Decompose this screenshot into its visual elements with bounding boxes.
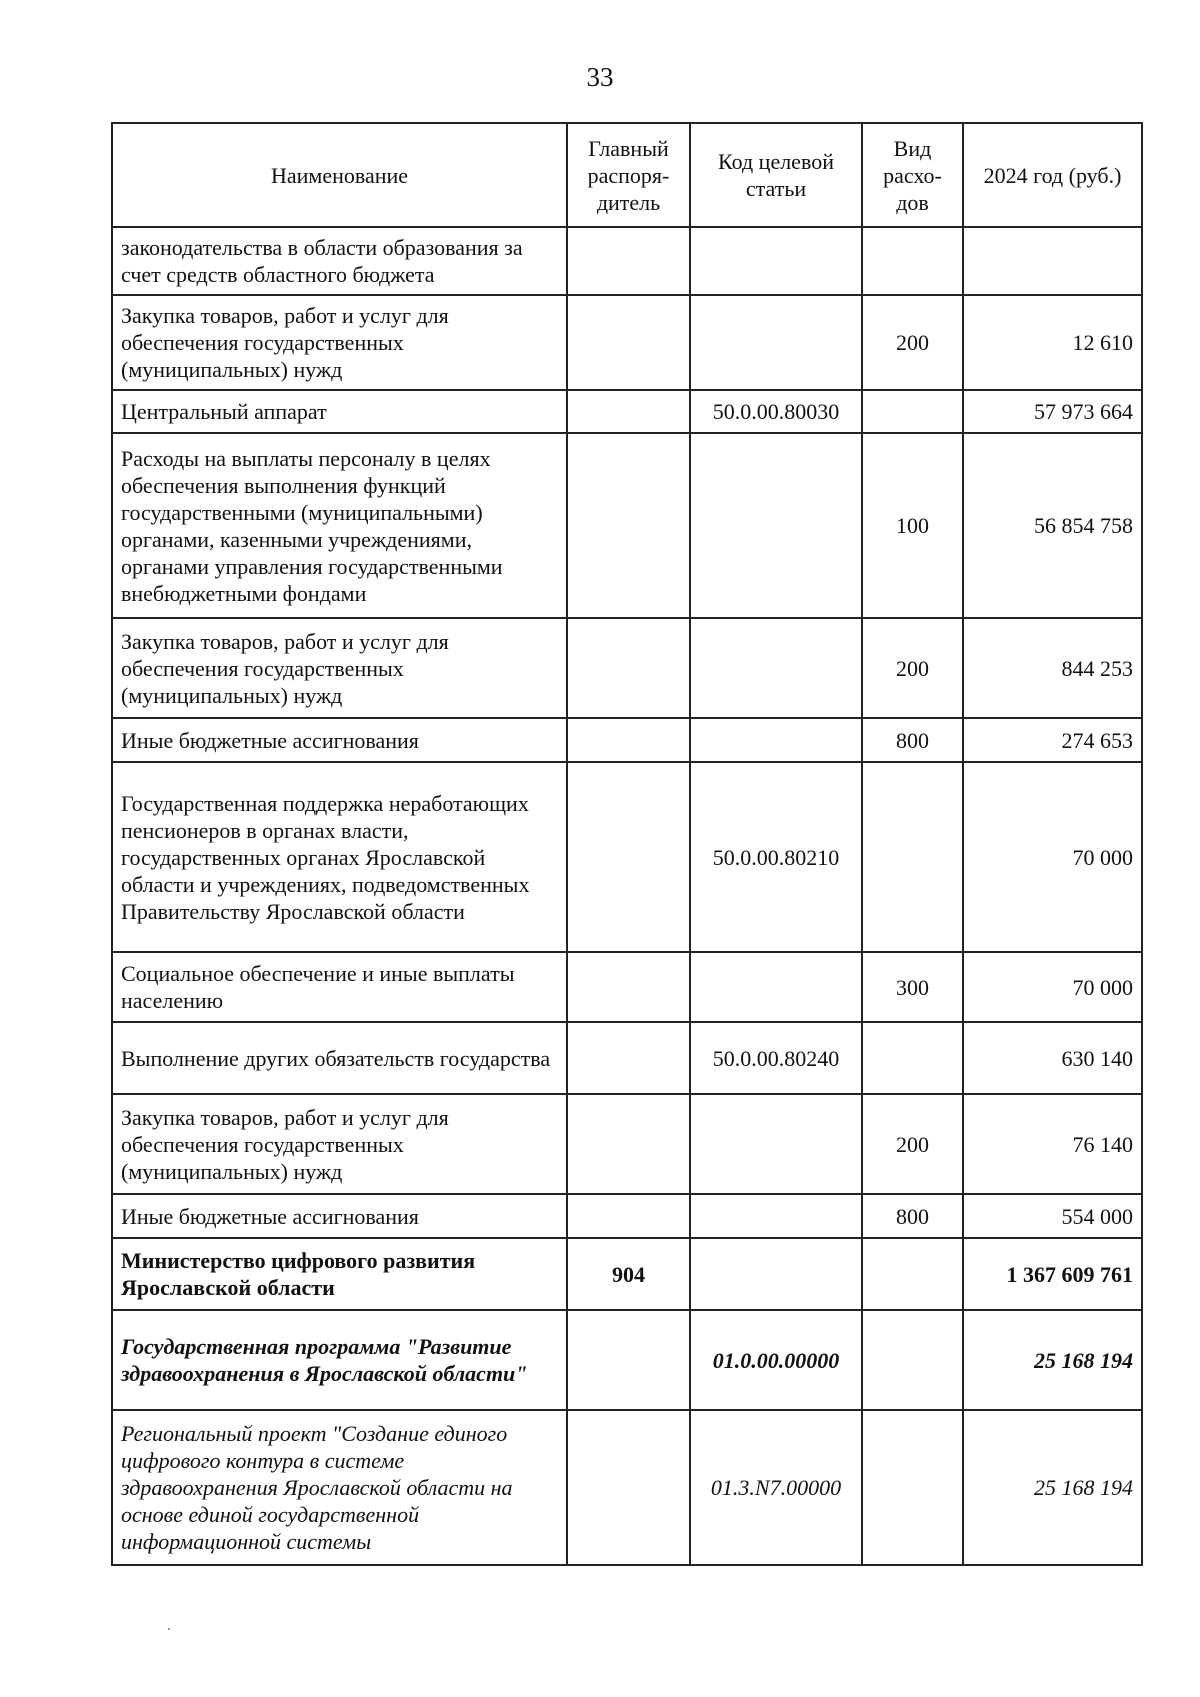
header-name: Наименование [112,123,567,227]
table-row [112,1194,1142,1238]
row-amount: 1 367 609 761 [963,1238,1142,1310]
row-amount: 274 653 [963,718,1142,762]
table-row [112,952,1142,1022]
row-main-manager [567,762,690,952]
row-name: Закупка товаров, работ и услуг для обеспечения государственных (муниципальных) нужд [112,295,567,390]
row-name: законодательства в области образования за счет средств областного бюджета [112,227,567,295]
row-amount: 57 973 664 [963,390,1142,433]
row-expense-type [862,390,963,433]
row-name: Иные бюджетные ассигнования [112,718,567,762]
row-main-manager [567,1022,690,1094]
table-row [112,718,1142,762]
row-main-manager [567,618,690,718]
row-main-manager [567,1094,690,1194]
row-expense-type: 300 [862,952,963,1022]
row-target-code [690,718,862,762]
row-main-manager [567,1410,690,1565]
row-target-code [690,295,862,390]
row-main-manager [567,390,690,433]
row-expense-type: 200 [862,295,963,390]
header-expense-type: Вид расхо-дов [862,123,963,227]
row-target-code [690,1238,862,1310]
row-amount: 630 140 [963,1022,1142,1094]
row-expense-type [862,1022,963,1094]
row-expense-type: 200 [862,618,963,718]
row-target-code: 50.0.00.80210 [690,762,862,952]
table-row [112,390,1142,433]
row-target-code: 50.0.00.80240 [690,1022,862,1094]
row-target-code: 01.3.N7.00000 [690,1410,862,1565]
row-main-manager [567,952,690,1022]
table-row [112,1022,1142,1094]
row-expense-type [862,1238,963,1310]
row-target-code [690,433,862,618]
row-expense-type [862,227,963,295]
table-row [112,1410,1142,1565]
row-target-code [690,227,862,295]
row-expense-type: 100 [862,433,963,618]
row-main-manager: 904 [567,1238,690,1310]
row-amount: 25 168 194 [963,1410,1142,1565]
row-name: Государственная программа "Развитие здравоохранения в Ярославской области" [112,1310,567,1410]
header-row [112,123,1142,227]
row-name: Государственная поддержка неработающих пенсионеров в органах власти, государственных органах Ярославской области и учреждениях, подведомственных Правительству Ярославской области [112,762,567,952]
row-expense-type [862,1310,963,1410]
budget-table [111,122,1143,1566]
row-expense-type: 200 [862,1094,963,1194]
table-row [112,227,1142,295]
row-amount: 554 000 [963,1194,1142,1238]
row-name: Центральный аппарат [112,390,567,433]
header-main-manager: Главный распоря-дитель [567,123,690,227]
row-name: Расходы на выплаты персоналу в целях обеспечения выполнения функций государственными (муниципальными) органами, казенными учреждениями, органами управления государственными внебюджетными фондами [112,433,567,618]
page-number: 33 [586,62,614,92]
row-amount: 56 854 758 [963,433,1142,618]
row-amount: 12 610 [963,295,1142,390]
row-expense-type: 800 [862,1194,963,1238]
table-row [112,1094,1142,1194]
table-header [112,123,1142,227]
row-name: Региональный проект "Создание единого цифрового контура в системе здравоохранения Ярославской области на основе единой государственной информационной системы [112,1410,567,1565]
row-amount: 70 000 [963,762,1142,952]
row-amount: 25 168 194 [963,1310,1142,1410]
row-amount: 70 000 [963,952,1142,1022]
row-name: Закупка товаров, работ и услуг для обеспечения государственных (муниципальных) нужд [112,618,567,718]
row-main-manager [567,718,690,762]
table-row [112,295,1142,390]
row-amount: 844 253 [963,618,1142,718]
row-target-code: 01.0.00.00000 [690,1310,862,1410]
row-target-code [690,618,862,718]
row-main-manager [567,295,690,390]
header-year-amount: 2024 год (руб.) [963,123,1142,227]
header-target-code: Код целевой статьи [690,123,862,227]
row-amount: 76 140 [963,1094,1142,1194]
row-target-code [690,1094,862,1194]
row-name: Выполнение других обязательств государства [112,1022,567,1094]
table-row [112,1310,1142,1410]
row-target-code [690,952,862,1022]
table-row [112,1238,1142,1310]
table-row [112,762,1142,952]
table-row [112,433,1142,618]
row-name: Иные бюджетные ассигнования [112,1194,567,1238]
row-main-manager [567,227,690,295]
scan-speck [168,1628,170,1630]
row-main-manager [567,1194,690,1238]
row-main-manager [567,1310,690,1410]
table-body [112,227,1142,1565]
row-expense-type [862,1410,963,1565]
table-row [112,618,1142,718]
row-name: Социальное обеспечение и иные выплаты населению [112,952,567,1022]
row-name: Закупка товаров, работ и услуг для обеспечения государственных (муниципальных) нужд [112,1094,567,1194]
row-expense-type: 800 [862,718,963,762]
row-target-code: 50.0.00.80030 [690,390,862,433]
row-target-code [690,1194,862,1238]
row-amount [963,227,1142,295]
row-expense-type [862,762,963,952]
row-main-manager [567,433,690,618]
row-name: Министерство цифрового развития Ярославской области [112,1238,567,1310]
